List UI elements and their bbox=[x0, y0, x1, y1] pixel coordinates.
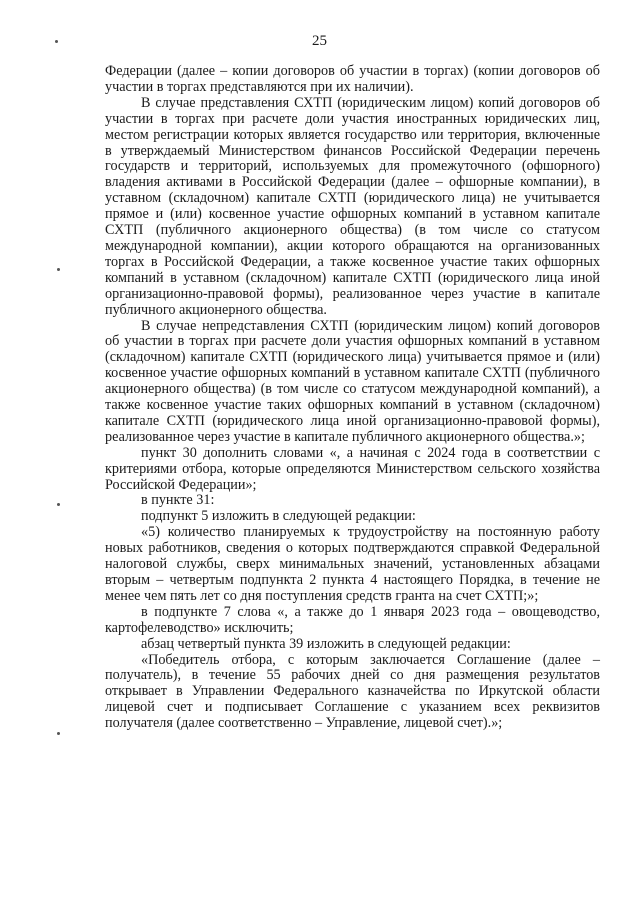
paragraph: абзац четвертый пункта 39 изложить в следующей редакции: bbox=[141, 635, 511, 652]
paragraph: «5) количество планируемых к трудоустройству на постоянную работу новых работников, сведения о которых подтверждаются справкой Федеральной налоговой службы, сверх минимальных значений, установленных абзацами вторым – четвертым подпункта 2 пункта 4 настоящего Порядка, в течение не менее чем пять лет со дня поступления средств гранта на счет СХТП;»; bbox=[105, 524, 600, 604]
scan-speck bbox=[57, 268, 60, 271]
paragraph: подпункт 5 изложить в следующей редакции: bbox=[141, 508, 416, 525]
paragraph: «Победитель отбора, с которым заключается Соглашение (далее – получатель), в течение 55 рабочих дней со дня размещения результатов открывает в Управлении Федерального казначейства по Иркутской области лицевой счет и подписывает Соглашение с указанием всех реквизитов получателя (далее соответственно – Управление, лицевой счет).»; bbox=[105, 651, 600, 732]
scan-speck bbox=[57, 503, 60, 506]
paragraph: В случае непредставления СХТП (юридическим лицом) копий договоров об участии в торгах при расчете доли участия офшорных компаний в уставном (складочном) капитале СХТП (юридического лица) учитывается прямое и (или) косвенное участие офшорных компаний в уставном капитале СХТП (публичного акционерного общества) (в том числе со статусом международной компаний), а также косвенное участие таких офшорных компаний в уставном (складочном) капитале СХТП (юридического лица иной организационно-правовой формы), реализованное через участие в капитале публичного акционерного общества.»; bbox=[105, 317, 600, 445]
paragraph: в пункте 31: bbox=[141, 492, 215, 509]
scan-speck bbox=[55, 40, 58, 43]
document-body bbox=[105, 64, 600, 732]
scan-speck bbox=[57, 732, 60, 735]
page-number: 25 bbox=[312, 33, 327, 49]
paragraph: Федерации (далее – копии договоров об участии в торгах) (копии договоров об участии в торгах представляются при их наличии). bbox=[105, 63, 600, 95]
paragraph: пункт 30 дополнить словами «, а начиная с 2024 года в соответствии с критериями отбора, которые определяются Министерством сельского хозяйства Российской Федерации»; bbox=[105, 444, 600, 493]
paragraph: В случае представления СХТП (юридическим лицом) копий договоров об участии в торгах при расчете доли участия иностранных юридических лиц, местом регистрации которых является государство или территория, включенные в утверждаемый Министерством финансов Российской Федерации перечень государств и территорий, используемых для промежуточного (офшорного) владения активами в Российской Федерации (далее – офшорные компании), в уставном (складочном) капитале СХТП (юридического лица) не учитывается прямое и (или) косвенное участие офшорных компаний в уставном капитале СХТП (публичного акционерного общества) (в том числе со статусом международной компании), акции которого обращаются на организованных торгах в Российской Федерации, а также косвенное участие таких офшорных компаний в уставном (складочном) капитале СХТП (юридического лица иной организационно-правовой формы), реализованное через участие в капитале публичного акционерного общества. bbox=[105, 94, 600, 318]
paragraph: в подпункте 7 слова «, а также до 1 января 2023 года – овощеводство, картофелеводство» исключить; bbox=[105, 603, 600, 636]
